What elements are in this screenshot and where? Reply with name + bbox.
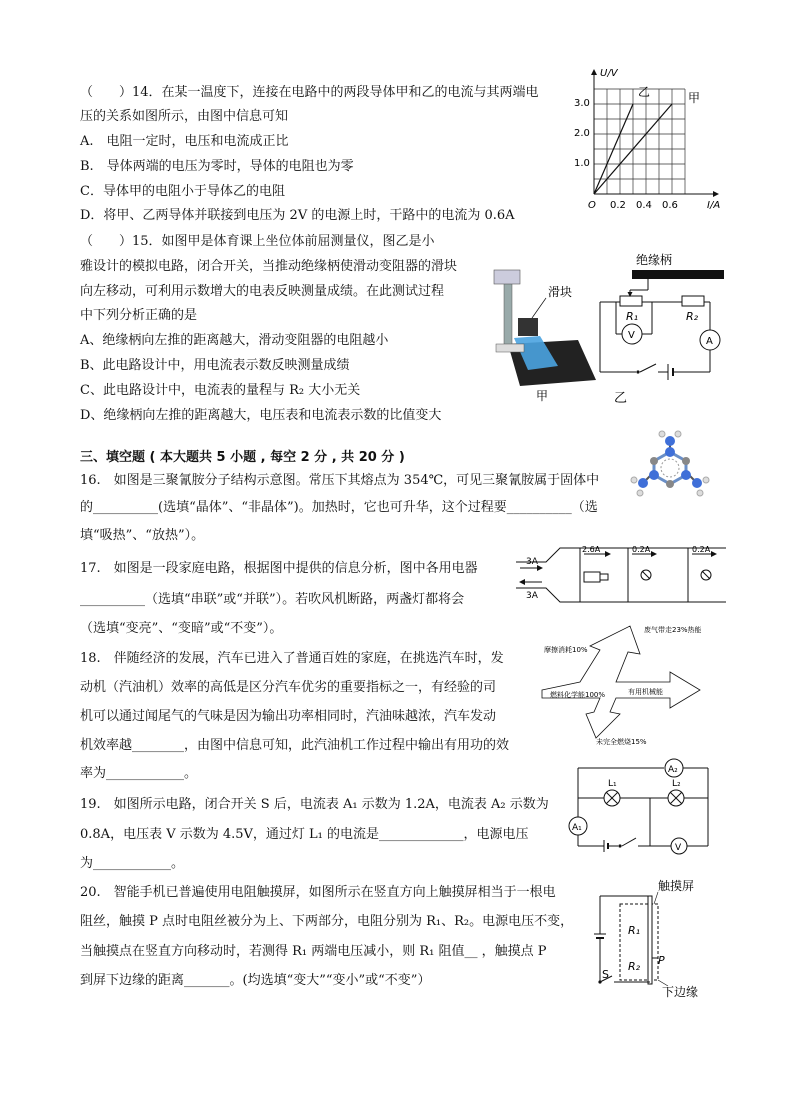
q18-line2: 动机（汽油机）效率的高低是区分汽车优劣的重要指标之一，有经验的司: [80, 680, 497, 695]
q14-option-c: C．导体甲的电阻小于导体乙的电阻: [80, 184, 285, 199]
insulating-handle: [632, 270, 724, 279]
q15-stem-line4: 中下列分析正确的是: [80, 308, 198, 323]
q20-line4: 到屏下边缘的距离_______。(均选填“变大”“变小”或“不变”）: [80, 973, 431, 988]
q14-stem-line2: 压的关系如图所示，由图中信息可知: [80, 109, 289, 124]
ammeter-a2-label: A₂: [668, 765, 678, 775]
y-tick-label: 2.0: [574, 128, 590, 139]
q18-line1: 18. 伴随经济的发展，汽车已进入了普通百姓的家庭，在挑选汽车时，发: [80, 651, 504, 666]
q15-circuit-diagram: [596, 250, 726, 410]
series-label-jia: 甲: [688, 91, 701, 105]
r1-label: R₁: [628, 924, 641, 937]
x-tick-label: 0.4: [636, 200, 652, 211]
q18-line5: 率为____________。: [80, 766, 198, 781]
q16-line2: 的__________(选填“晶体”、“非晶体”)。加热时，它也可升华，这个过程要__________（选: [80, 500, 598, 515]
q15-option-a: A、绝缘柄向左推的距离越大，滑动变阻器的电阻越小: [80, 333, 389, 348]
display-head: [494, 270, 520, 284]
resistance-wire: [648, 896, 652, 984]
q15-stem-line3: 向左移动，可利用示数增大的电表反映测量成绩。在此测试过程: [80, 284, 445, 299]
touch-screen-diagram: [588, 878, 722, 1002]
current-out-label: 3A: [526, 591, 538, 601]
q17-line1: 17. 如图是一段家庭电路，根据图中提供的信息分析，图中各用电器: [80, 561, 478, 576]
switch: [640, 364, 656, 372]
resistor-r2: [682, 296, 704, 306]
series-label-yi: 乙: [638, 85, 651, 99]
q15-stem-line2: 雅设计的模拟电路，闭合开关，当推动绝缘柄使滑动变阻器的滑块: [80, 259, 458, 274]
q20-line1: 20. 智能手机已普遍使用电阻触摸屏，如图所示在竖直方向上触摸屏相当于一根电: [80, 885, 556, 900]
x-tick-label: 0.2: [610, 200, 626, 211]
fuel-energy-label: 燃料化学能100%: [550, 691, 606, 699]
slider-label: 滑块: [548, 285, 573, 299]
useful-energy-label: 有用机械能: [628, 688, 663, 696]
origin-label: O: [588, 200, 596, 211]
q16-line1: 16. 如图是三聚氰胺分子结构示意图。常压下其熔点为 354℃，可见三聚氰胺属于固体中: [80, 473, 600, 488]
switch-s: [622, 838, 636, 846]
friction-loss-label: 摩擦消耗10%: [544, 646, 588, 654]
touch-point-label: P: [658, 954, 665, 967]
r1-label: R₁: [626, 310, 639, 323]
current-in-label: 3A: [526, 557, 538, 567]
q17-line3: （选填“变亮”、“变暗”或“不变”）。: [80, 621, 283, 636]
x-tick-label: 0.6: [662, 200, 678, 211]
q18-line3: 机可以通过闻尾气的气味是因为输出功率相同时，汽油味越浓，汽车发动: [80, 709, 497, 724]
lamp-l2-label: L₂: [672, 779, 681, 789]
q20-line3: 当触摸点在竖直方向移动时，若测得 R₁ 两端电压减小，则 R₁ 阻值__ ，触摸点 P: [80, 944, 547, 959]
section-3-title: 三、填空题 ( 本大题共 5 小题 , 每空 2 分 , 共 20 分 ): [80, 450, 405, 465]
ammeter-a1-label: A₁: [572, 823, 582, 833]
q20-line2: 阻丝，触摸 P 点时电阻丝被分为上、下两部分，电阻分别为 R₁、R₂。电源电压不变，: [80, 914, 574, 929]
q16-line3: 填“吸热”、“放热”）。: [80, 528, 205, 543]
branch-current-label: 0.2A: [632, 545, 651, 554]
branch-current-label: 2.6A: [582, 545, 601, 554]
y-axis-label: U/V: [600, 68, 618, 79]
sit-and-reach-device-image: [478, 262, 598, 404]
hair-dryer-icon: [584, 572, 600, 582]
resistor-r1: [620, 296, 642, 306]
q19-line3: 为____________。: [80, 856, 185, 871]
energy-flow-diagram: [540, 620, 730, 746]
x-axis-label: I/A: [707, 200, 721, 211]
q14-stem-line1: （ ）14．在某一温度下，连接在电路中的两段导体甲和乙的电流与其两端电: [80, 85, 539, 100]
r2-label: R₂: [686, 310, 699, 323]
touch-screen-label: 触摸屏: [658, 879, 695, 893]
melamine-molecule-image: [624, 428, 716, 502]
y-tick-label: 1.0: [574, 158, 590, 169]
q19-line1: 19. 如图所示电路，闭合开关 S 后，电流表 A₁ 示数为 1.2A，电流表 A₂ 示数为: [80, 797, 549, 812]
ammeter-label: A: [706, 336, 713, 347]
q15-stem-line1: （ ）15．如图甲是体育课上坐位体前屈测量仪，图乙是小: [80, 234, 435, 249]
figure-jia-caption: 甲: [536, 389, 549, 403]
lamp-l1-label: L₁: [608, 779, 617, 789]
q14-option-a: A. 电阻一定时，电压和电流成正比: [80, 134, 289, 149]
q15-option-d: D、绝缘柄向左推的距离越大，电压表和电流表示数的比值变大: [80, 408, 442, 423]
figure-yi-caption: 乙: [614, 391, 628, 406]
q17-line2: __________（选填“串联”或“并联”）。若吹风机断路，两盏灯都将会: [80, 592, 465, 607]
q14-ui-graph: [570, 62, 730, 214]
switch-label: S: [602, 968, 609, 981]
branch-current-label: 0.2A: [692, 545, 711, 554]
q15-option-b: B、此电路设计中，用电流表示数反映测量成绩: [80, 358, 350, 373]
r2-label: R₂: [628, 960, 641, 973]
q19-circuit-diagram: [566, 758, 722, 864]
y-tick-label: 3.0: [574, 98, 590, 109]
q15-option-c: C、此电路设计中，电流表的量程与 R₂ 大小无关: [80, 383, 361, 398]
voltmeter-label: V: [628, 330, 635, 341]
bottom-edge-label: 下边缘: [662, 985, 699, 999]
incomplete-combustion-label: 未完全燃烧15%: [596, 738, 647, 746]
slider-block: [518, 318, 538, 336]
household-circuit-diagram: [516, 540, 730, 612]
q18-line4: 机效率越________，由图中信息可知，此汽油机工作过程中输出有用功的效: [80, 738, 510, 753]
device-post: [504, 280, 512, 346]
voltmeter-label: V: [675, 843, 682, 853]
exhaust-loss-label: 废气带走23%热能: [644, 626, 702, 634]
q19-line2: 0.8A，电压表 V 示数为 4.5V，通过灯 L₁ 的电流是_____________，电源电压: [80, 827, 529, 842]
handle-label: 绝缘柄: [636, 253, 673, 267]
q14-option-d: D．将甲、乙两导体并联接到电压为 2V 的电源上时，干路中的电流为 0.6A: [80, 208, 515, 223]
q14-option-b: B. 导体两端的电压为零时，导体的电阻也为零: [80, 159, 354, 174]
